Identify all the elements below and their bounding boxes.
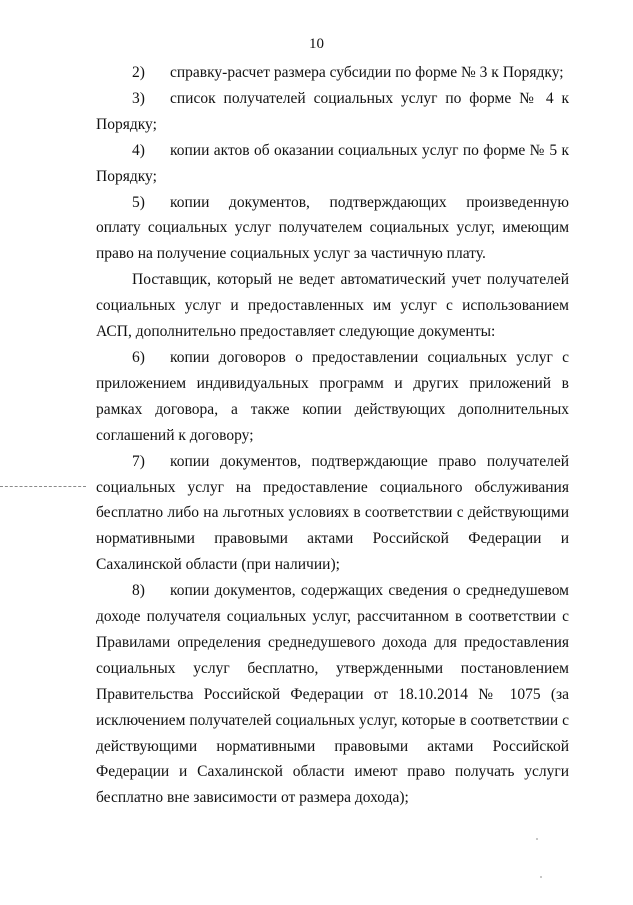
list-item-text: копии документов, подтверждающих произведенную оплату социальных услуг получателем социальных услуг, имеющим право на получение социальных услуг за частичную плату. bbox=[96, 193, 569, 263]
list-item-text: копии документов, подтверждающие право получателей социальных услуг на предоставление социального обслуживания бесплатно либо на льготных условиях в соответствии с действующими нормативными правовыми актами Российской Федерации и Сахалинской области (при наличии); bbox=[96, 452, 569, 574]
list-item-number: 2) bbox=[132, 64, 145, 81]
list-item bbox=[96, 138, 569, 190]
list-item-number: 4) bbox=[132, 141, 145, 159]
list-item-text: копии документов, содержащих сведения о среднедушевом доходе получателя социальных услуг, рассчитанном в соответствии с Правилами определения среднедушевого дохода для предоставления социальных услуг бесплатно, утвержденными постановлением Правительства Российской Федерации от 18.10.2014 № 1075 (за исключением получателей социальных услуг, которые в соответствии с действующими нормативными правовыми актами Российской Федерации и Сахалинской области имеют право получать услуги бесплатно вне зависимости от размера дохода); bbox=[96, 582, 569, 807]
list-item-number: 3) bbox=[132, 89, 145, 107]
list-item-text: копии актов об оказании социальных услуг по форме № 5 к Порядку; bbox=[96, 141, 569, 185]
scan-speck bbox=[536, 838, 538, 840]
list-item bbox=[96, 345, 569, 449]
list-item bbox=[96, 449, 569, 579]
document-body bbox=[96, 60, 569, 811]
list-item-text: список получателей социальных услуг по форме № 4 к Порядку; bbox=[96, 89, 569, 133]
list-item bbox=[96, 190, 569, 268]
margin-dash-mark bbox=[0, 486, 86, 487]
body-paragraph: Поставщик, который не ведет автоматический учет получателей социальных услуг и предоставленных им услуг с использованием АСП, дополнительно предоставляет следующие документы: bbox=[96, 271, 569, 341]
list-item bbox=[96, 578, 569, 811]
list-item-text: копии договоров о предоставлении социальных услуг с приложением индивидуальных программ и других приложений в рамках договора, а также копии действующих дополнительных соглашений к договору; bbox=[96, 348, 569, 444]
list-item bbox=[96, 86, 569, 138]
list-item bbox=[96, 60, 569, 86]
list-item-number: 6) bbox=[132, 348, 145, 366]
list-item-text: справку-расчет размера субсидии по форме № 3 к Порядку; bbox=[170, 64, 564, 81]
page-number: 10 bbox=[309, 36, 324, 52]
scan-speck bbox=[540, 876, 542, 878]
list-item-number: 7) bbox=[132, 452, 145, 470]
list-item-number: 5) bbox=[132, 193, 145, 211]
list-item-number: 8) bbox=[132, 582, 145, 600]
